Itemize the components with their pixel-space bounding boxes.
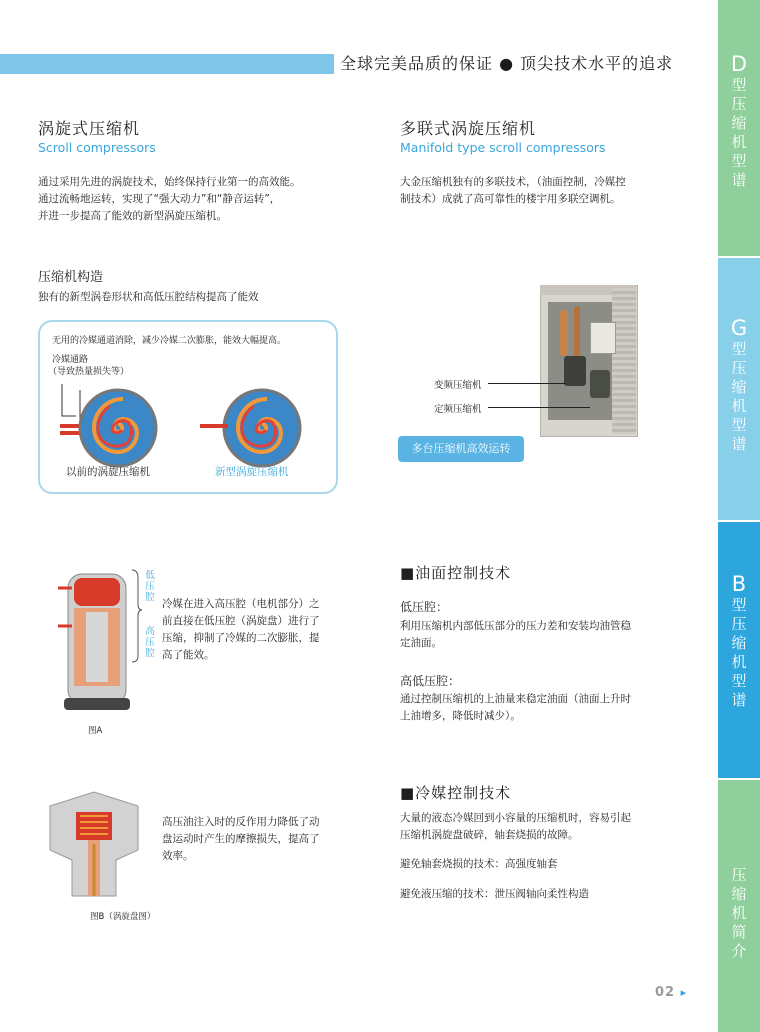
figure-a-caption: 图A bbox=[88, 726, 103, 736]
figure-b-caption: 图B（涡旋盘图） bbox=[90, 912, 156, 922]
tab-letter: D bbox=[730, 52, 748, 76]
text-line: 高了能效。 bbox=[162, 649, 215, 661]
tab-letter: B bbox=[731, 572, 747, 596]
low-pressure-label: 低 压 腔 bbox=[145, 570, 155, 603]
new-scroll-label: 新型涡旋压缩机 bbox=[215, 466, 289, 478]
leader-line bbox=[488, 407, 590, 408]
text-line: 通过流畅地运转，实现了“强大动力”和“静音运转”， bbox=[38, 193, 281, 205]
manifold-title-cn: 多联式涡旋压缩机 bbox=[400, 119, 537, 138]
scroll-title-en: Scroll compressors bbox=[38, 140, 156, 155]
tab-d-series[interactable] bbox=[718, 0, 760, 256]
manifold-description bbox=[400, 174, 700, 208]
page-header-title: 全球完美品质的保证 ● 顶尖技术水平的追求 bbox=[340, 54, 674, 73]
compressor-cutaway-a-image bbox=[58, 566, 134, 712]
high-low-chamber-title: 高低压腔： bbox=[400, 674, 461, 688]
tab-g-series[interactable] bbox=[718, 258, 760, 520]
text-line: 压缩，抑制了冷媒的二次膨胀，提 bbox=[162, 632, 320, 644]
old-scroll-icon bbox=[80, 390, 156, 466]
pressure-brace bbox=[130, 568, 144, 664]
tab-compressor-intro[interactable] bbox=[718, 780, 760, 1032]
page-number-text: 02 bbox=[655, 985, 676, 1000]
label-fixed-compressor: 定频压缩机 bbox=[434, 404, 482, 415]
text-line: 大量的液态冷媒回到小容量的压缩机时，容易引起 bbox=[400, 812, 631, 824]
bearing-technique: 避免轴套烧损的技术：高强度轴套 bbox=[400, 858, 558, 870]
tab-label: 型 压 缩 机 型 谱 bbox=[731, 596, 747, 709]
text-line: 并进一步提高了能效的新型涡旋压缩机。 bbox=[38, 210, 227, 222]
text-line: 前直接在低压腔（涡旋盘）进行了 bbox=[162, 615, 320, 627]
low-chamber-title: 低压腔： bbox=[400, 600, 449, 614]
old-scroll-label: 以前的涡旋压缩机 bbox=[66, 466, 150, 478]
refrigerant-channel-sublabel: （导致热量损失等） bbox=[48, 367, 130, 377]
refrigerant-desc bbox=[400, 810, 700, 844]
figure-b-text bbox=[162, 814, 352, 865]
text-line: 高压油注入时的反作用力降低了动 bbox=[162, 816, 320, 828]
text-line: 制技术）成就了高可靠性的楼宇用多联空调机。 bbox=[400, 193, 621, 205]
structure-description: 独有的新型涡卷形状和高低压腔结构提高了能效 bbox=[38, 291, 259, 303]
label-inverter-compressor: 变频压缩机 bbox=[434, 380, 482, 391]
tab-letter: G bbox=[730, 316, 748, 340]
liquid-compression-technique: 避免液压缩的技术：泄压阀轴向柔性构造 bbox=[400, 888, 589, 900]
tab-label: 型 压 缩 机 型 谱 bbox=[731, 76, 747, 189]
oil-control-title: ■油面控制技术 bbox=[400, 564, 512, 582]
refrigerant-control-title: ■冷媒控制技术 bbox=[400, 784, 512, 802]
multi-compressor-badge: 多台压缩机高效运转 bbox=[398, 436, 524, 462]
text-line: 通过控制压缩机的上油量来稳定油面（油面上升时 bbox=[400, 693, 631, 705]
unit-grille bbox=[612, 288, 636, 434]
figure-a-text bbox=[162, 596, 352, 664]
text-line: 大金压缩机独有的多联技术，（油面控制，冷媒控 bbox=[400, 176, 626, 188]
manifold-title-en: Manifold type scroll compressors bbox=[400, 140, 606, 155]
text-line: 上油增多，降低时减少）。 bbox=[400, 710, 521, 722]
leader-line bbox=[488, 383, 566, 384]
text-line: 效率。 bbox=[162, 850, 194, 862]
tab-label: 压 缩 机 简 介 bbox=[731, 866, 747, 960]
text-line: 压缩机涡旋盘破碎，轴套烧损的故障。 bbox=[400, 829, 579, 841]
new-scroll-icon bbox=[224, 390, 300, 466]
tab-label: 型 压 缩 机 型 谱 bbox=[731, 340, 747, 453]
structure-title: 压缩机构造 bbox=[38, 270, 104, 285]
diagram-note: 无用的冷媒通道消除，减少冷媒二次膨胀，能效大幅提高。 bbox=[52, 336, 287, 346]
control-board bbox=[590, 322, 616, 354]
tab-b-series[interactable] bbox=[718, 522, 760, 778]
text-line: 冷媒在进入高压腔（电机部分）之 bbox=[162, 598, 320, 610]
refrigerant-channel-label: 冷媒通路 bbox=[52, 355, 89, 365]
scroll-spirals-image bbox=[40, 370, 340, 470]
fixed-compressor-image bbox=[590, 370, 610, 398]
page-number bbox=[655, 985, 687, 1000]
scroll-description bbox=[38, 174, 358, 225]
high-low-chamber-desc bbox=[400, 691, 700, 725]
low-chamber-desc bbox=[400, 618, 700, 652]
text-line: 盘运动时产生的摩擦损失，提高了 bbox=[162, 833, 320, 845]
text-line: 通过采用先进的涡旋技术，始终保持行业第一的高效能。 bbox=[38, 176, 301, 188]
inverter-compressor-image bbox=[564, 356, 586, 386]
text-line: 定油面。 bbox=[400, 637, 442, 649]
header-bar bbox=[0, 54, 334, 74]
scroll-plate-cutaway-image bbox=[46, 788, 142, 900]
arrow-icon: ▸ bbox=[680, 986, 688, 999]
copper-pipe bbox=[560, 310, 568, 356]
scroll-title-cn: 涡旋式压缩机 bbox=[38, 119, 141, 138]
copper-pipe bbox=[574, 306, 580, 360]
text-line: 利用压缩机内部低压部分的压力差和安装均油管稳 bbox=[400, 620, 631, 632]
high-pressure-label: 高 压 腔 bbox=[145, 626, 155, 659]
